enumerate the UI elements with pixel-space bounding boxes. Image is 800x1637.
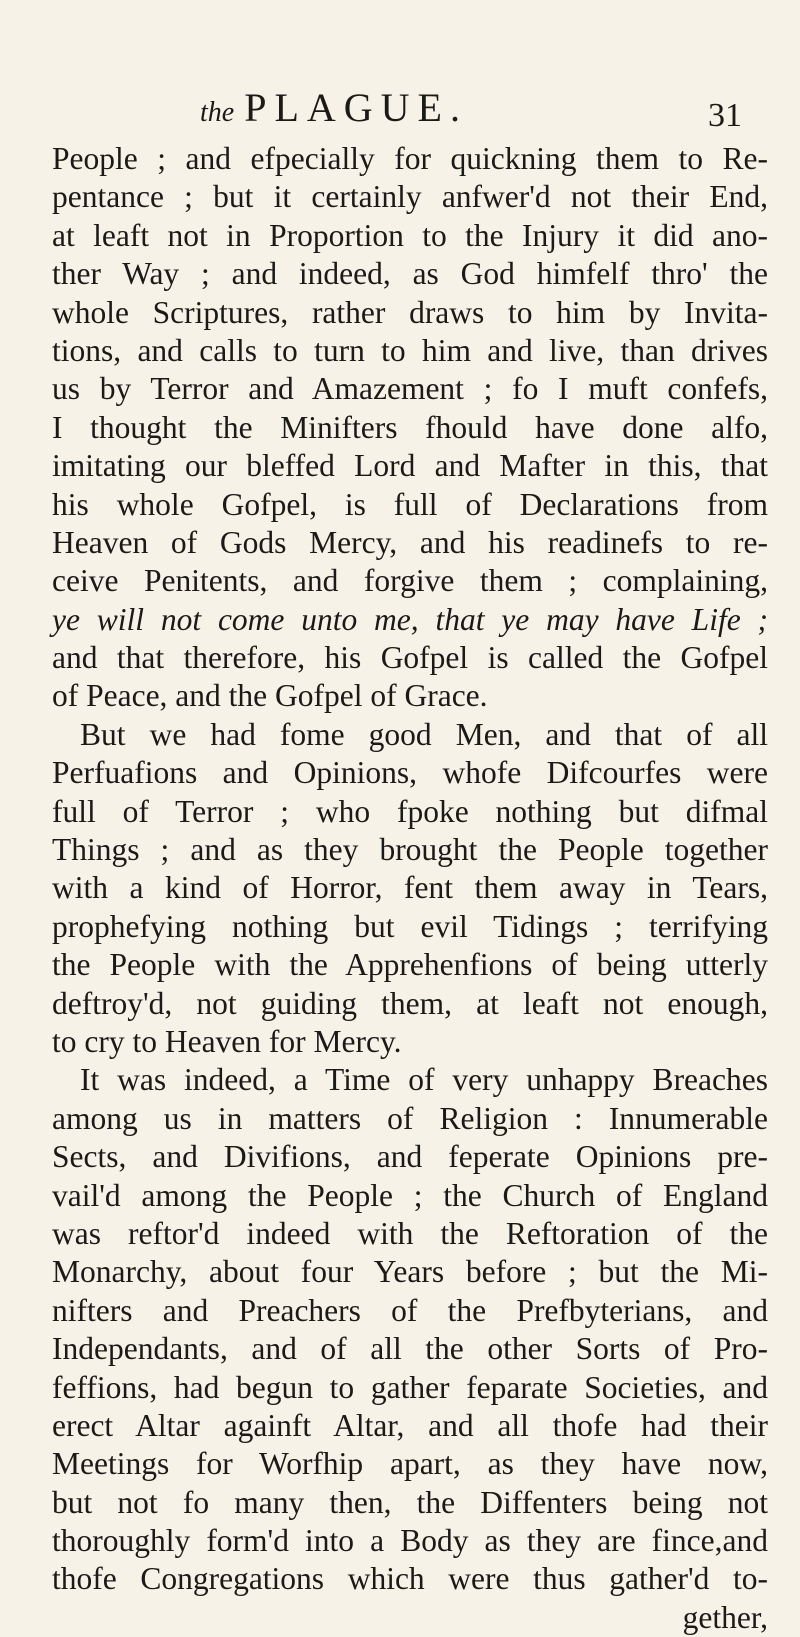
body-text (52, 140, 768, 1637)
text-line: Meetings for Worfhip apart, as they have now, (52, 1446, 768, 1482)
text-line: to cry to Heaven for Mercy. (52, 1023, 402, 1059)
text-line: Perfuafions and Opinions, whofe Difcourfes were (52, 755, 768, 791)
running-head (200, 86, 600, 135)
text-line: I thought the Minifters fhould have done alfo, (52, 409, 768, 445)
text-line: tions, and calls to turn to him and live, than drives (52, 332, 768, 368)
text-line: But we had fome good Men, and that of all (80, 716, 768, 752)
text-line: was reftor'd indeed with the Reftoration of the (52, 1215, 768, 1251)
text-line: the People with the Apprehenfions of being utterly (52, 947, 768, 983)
running-head-title: PLAGUE. (244, 85, 468, 130)
text-line: ye will not come unto me, that ye may have Life ; (52, 601, 768, 637)
text-line: Sects, and Divifions, and feperate Opinions pre- (52, 1139, 768, 1175)
text-line: prophefying nothing but evil Tidings ; terrifying (52, 908, 768, 944)
text-line: his whole Gofpel, is full of Declarations from (52, 486, 768, 522)
text-line: full of Terror ; who fpoke nothing but difmal (52, 793, 768, 829)
text-line: ther Way ; and indeed, as God himfelf thro' the (52, 256, 768, 292)
text-line: Things ; and as they brought the People together (52, 832, 768, 868)
text-line: with a kind of Horror, fent them away in Tears, (52, 870, 768, 906)
text-line: deftroy'd, not guiding them, at leaft not enough, (52, 985, 768, 1021)
text-line: among us in matters of Religion : Innumerable (52, 1100, 768, 1136)
text-line: gether, (682, 1599, 768, 1635)
text-line: thofe Congregations which were thus gather'd to- (52, 1561, 768, 1597)
text-line: and that therefore, his Gofpel is called the Gofpel (52, 640, 768, 676)
text-line: whole Scriptures, rather draws to him by Invita- (52, 294, 768, 330)
text-line: Monarchy, about four Years before ; but the Mi- (52, 1254, 768, 1290)
page-number: 31 (708, 97, 742, 134)
text-line: Independants, and of all the other Sorts of Pro- (52, 1331, 768, 1367)
text-line: but not fo many then, the Diffenters being not (52, 1484, 768, 1520)
text-line: erect Altar againft Altar, and all thofe had their (52, 1407, 768, 1443)
text-line: pentance ; but it certainly anfwer'd not their End, (52, 179, 768, 215)
text-line: ceive Penitents, and forgive them ; complaining, (52, 563, 768, 599)
text-line: at leaft not in Proportion to the Injury it did ano- (52, 217, 768, 253)
text-line: It was indeed, a Time of very unhappy Breaches (80, 1062, 768, 1098)
text-line: imitating our bleffed Lord and Mafter in this, that (52, 448, 768, 484)
text-line: us by Terror and Amazement ; fo I muft confefs, (52, 371, 768, 407)
text-line: of Peace, and the Gofpel of Grace. (52, 678, 488, 714)
text-line: nifters and Preachers of the Prefbyterians, and (52, 1292, 768, 1328)
text-line: thoroughly form'd into a Body as they are fince,and (52, 1523, 768, 1559)
text-line: People ; and efpecially for quickning them to Re- (52, 141, 768, 176)
text-line: feffions, had begun to gather feparate Societies, and (52, 1369, 768, 1405)
text-line: vail'd among the People ; the Church of England (52, 1177, 768, 1213)
running-head-the: the (200, 97, 235, 128)
text-line: Heaven of Gods Mercy, and his readinefs to re- (52, 524, 768, 560)
